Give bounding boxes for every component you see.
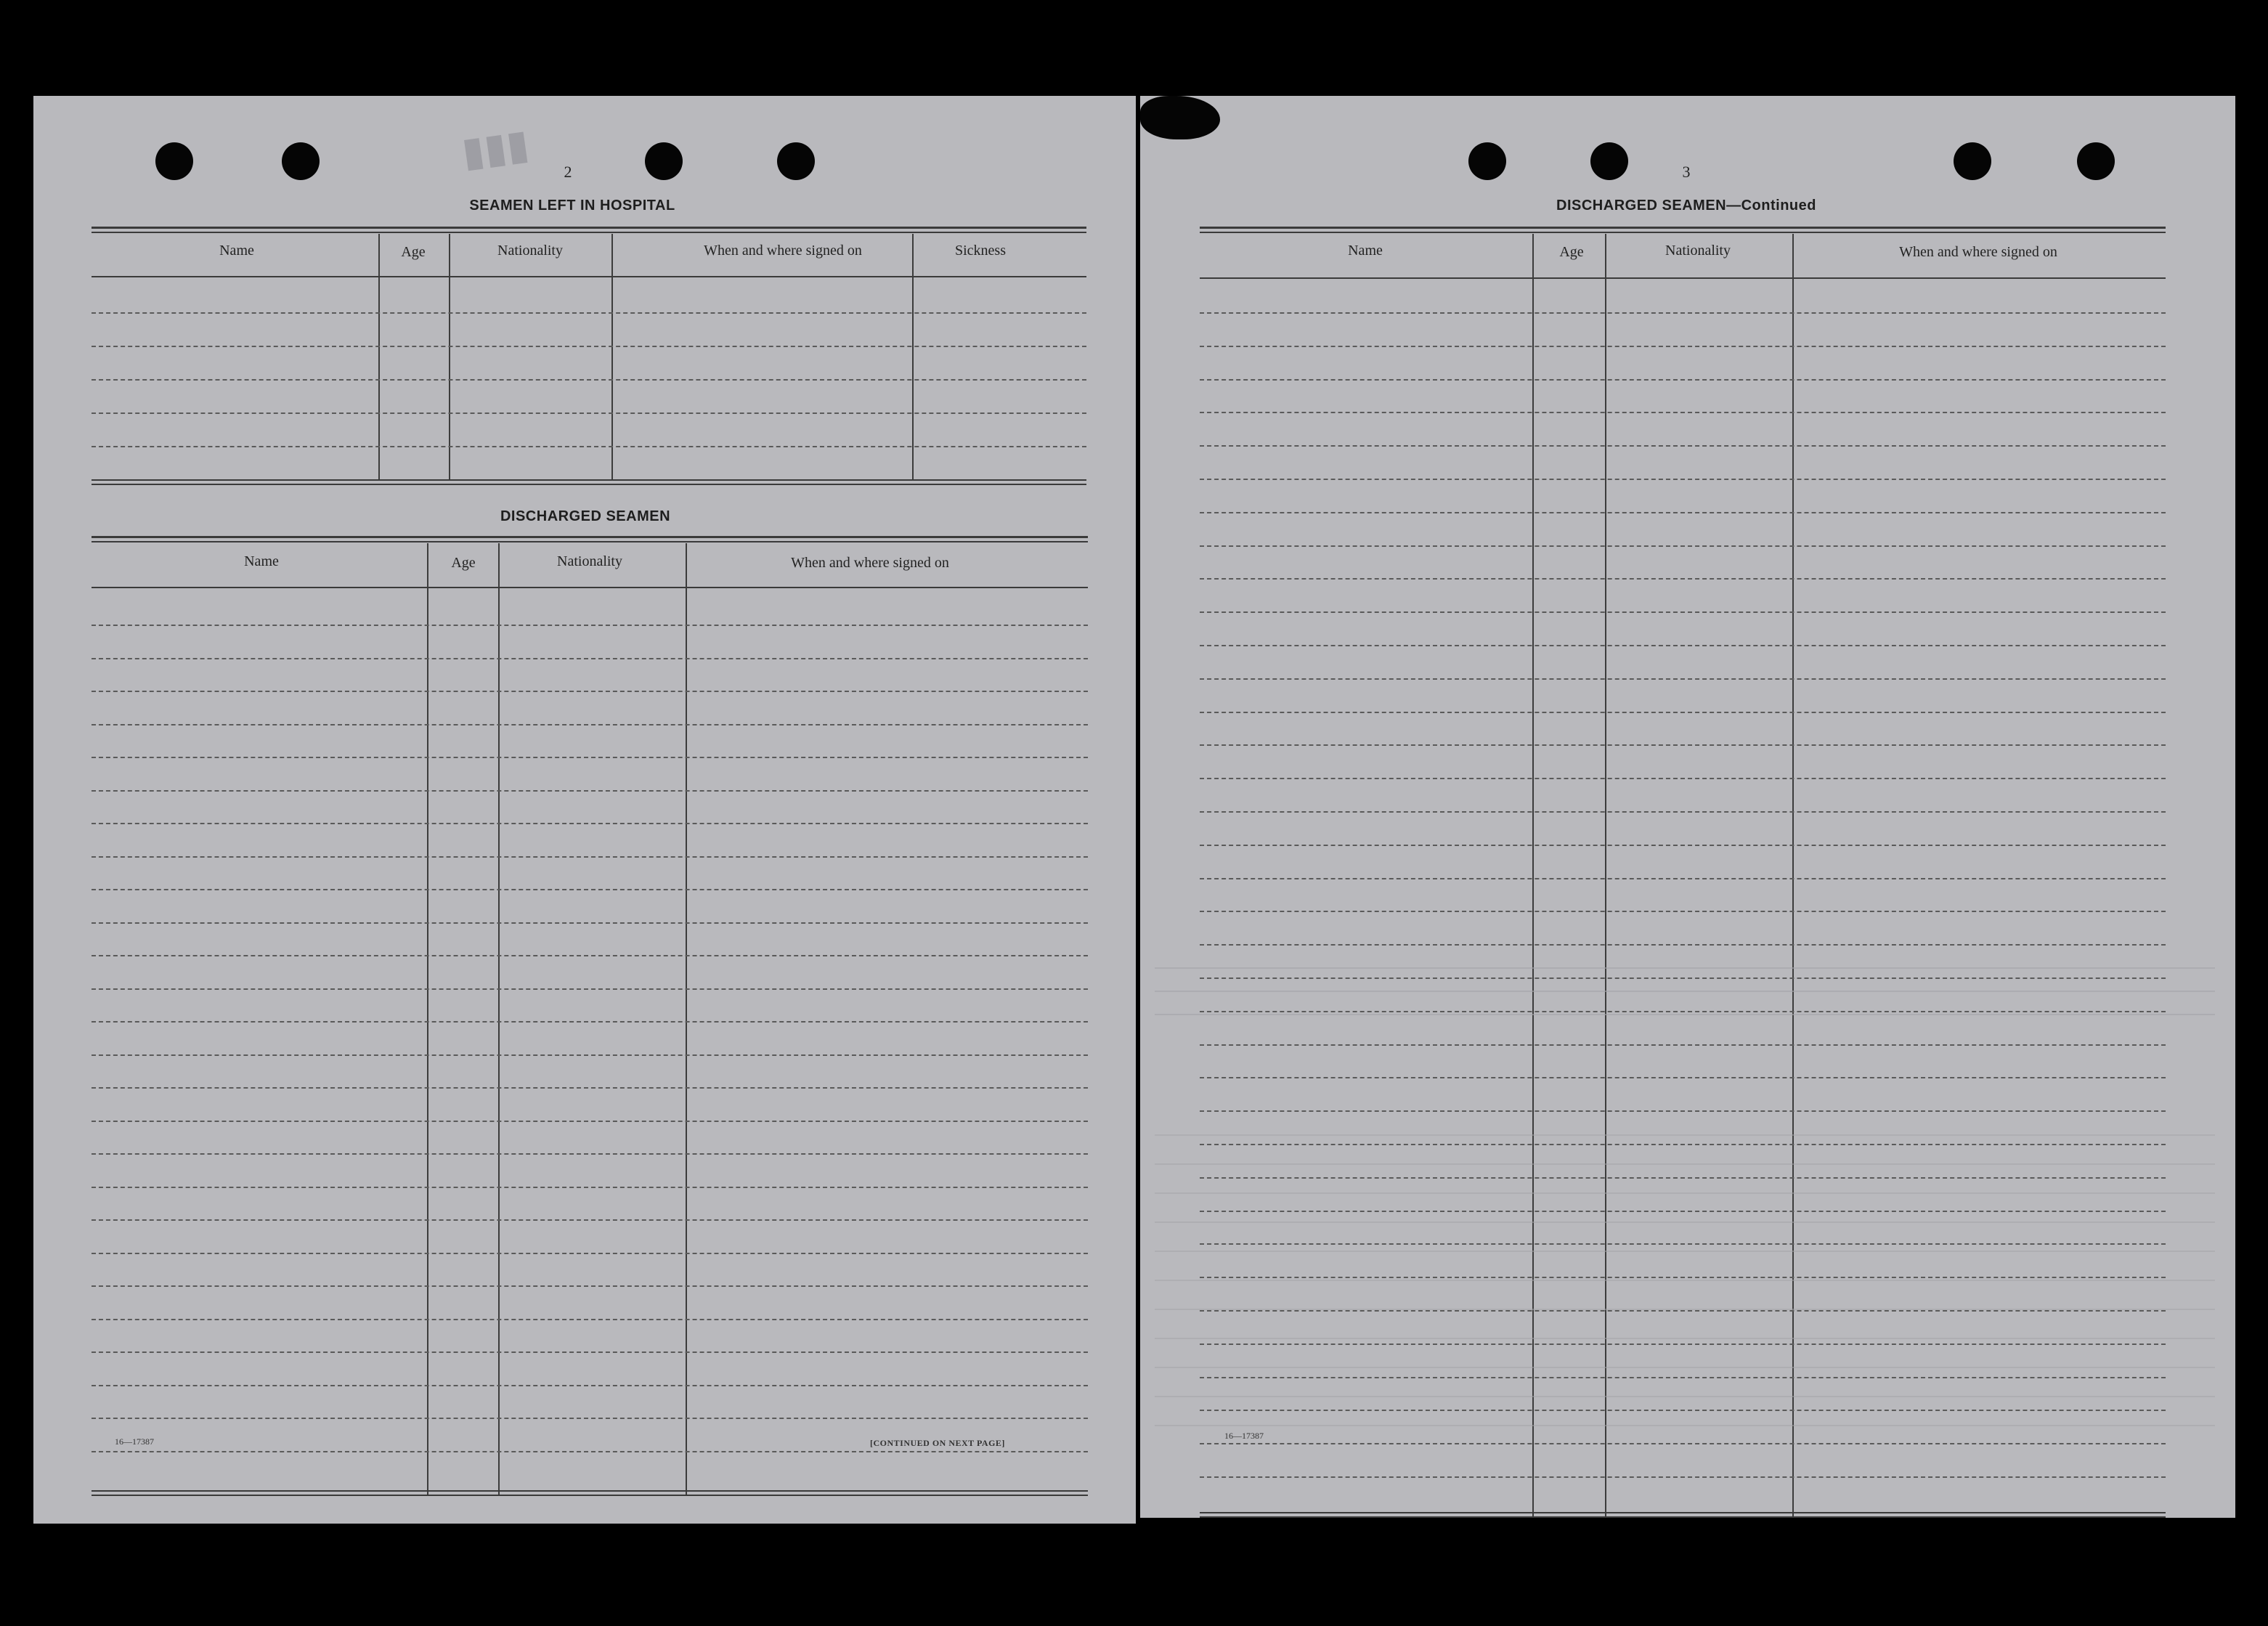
row-line <box>1200 1344 2166 1345</box>
bleed-through-mark <box>1155 1221 2215 1223</box>
column-header-nationality: Nationality <box>497 243 563 259</box>
column-header-sickness: Sickness <box>955 243 1006 259</box>
punch-hole <box>1954 142 1991 180</box>
section-title-discharged: DISCHARGED SEAMEN <box>500 508 671 524</box>
row-line <box>92 1385 1088 1386</box>
column-header-age: Age <box>401 244 426 260</box>
row-line <box>1200 845 2166 846</box>
column-header-nationality: Nationality <box>557 553 622 569</box>
table-top-rule <box>92 227 1086 229</box>
bleed-through-mark <box>1155 967 2215 969</box>
row-line <box>1200 811 2166 813</box>
punch-hole <box>645 142 683 180</box>
row-line <box>1200 512 2166 513</box>
bleed-through-mark <box>1155 1163 2215 1165</box>
column-header-name: Name <box>244 553 279 569</box>
row-line <box>1200 678 2166 680</box>
header-rule <box>1200 277 2166 279</box>
bleed-through-mark <box>1155 1396 2215 1397</box>
row-line <box>92 823 1088 824</box>
column-header-signed-on: When and where signed on <box>1899 244 2057 260</box>
bleed-through-mark <box>1155 1134 2215 1136</box>
column-divider <box>1605 234 1606 1518</box>
row-line <box>92 412 1086 414</box>
bleed-through-mark <box>1155 1014 2215 1015</box>
punch-hole <box>282 142 320 180</box>
table-bottom-rule <box>92 484 1086 485</box>
header-rule <box>92 587 1088 588</box>
row-line <box>1200 578 2166 580</box>
bleed-through-mark <box>1155 1338 2215 1339</box>
column-header-nationality: Nationality <box>1665 243 1731 259</box>
row-line <box>1200 911 2166 912</box>
row-line <box>92 955 1088 956</box>
row-line <box>92 1187 1088 1188</box>
bleed-through-mark <box>1155 1367 2215 1368</box>
row-line <box>1200 379 2166 381</box>
row-line <box>92 346 1086 347</box>
row-line <box>92 1285 1088 1287</box>
row-line <box>1200 479 2166 480</box>
table-bottom-rule <box>92 1495 1088 1496</box>
continued-note: [CONTINUED ON NEXT PAGE] <box>870 1438 1005 1448</box>
column-divider <box>378 234 380 479</box>
row-line <box>1200 645 2166 646</box>
section-title-hospital: SEAMEN LEFT IN HOSPITAL <box>469 198 675 214</box>
row-line <box>92 724 1088 725</box>
column-header-name: Name <box>1348 243 1383 259</box>
row-line <box>92 790 1088 792</box>
row-line <box>1200 778 2166 779</box>
row-line <box>1200 977 2166 979</box>
row-line <box>1200 1476 2166 1478</box>
row-line <box>1200 611 2166 613</box>
table-bottom-rule <box>92 1490 1088 1492</box>
row-line <box>92 1219 1088 1221</box>
row-line <box>1200 1077 2166 1078</box>
row-line <box>1200 1243 2166 1245</box>
form-number: 16—17387 <box>1224 1431 1264 1441</box>
row-line <box>1200 445 2166 447</box>
row-line <box>1200 944 2166 946</box>
bleed-through-mark <box>1155 1280 2215 1281</box>
table-top-rule <box>92 232 1086 233</box>
row-line <box>1200 1410 2166 1411</box>
row-line <box>92 1121 1088 1122</box>
row-line <box>1200 878 2166 879</box>
row-line <box>92 1153 1088 1155</box>
row-line <box>92 1054 1088 1056</box>
left-page <box>33 96 1136 1524</box>
table-top-rule <box>92 536 1088 538</box>
bleed-through-mark <box>1155 1251 2215 1252</box>
row-line <box>1200 1310 2166 1312</box>
row-line <box>92 446 1086 447</box>
row-line <box>92 1021 1088 1023</box>
row-line <box>92 856 1088 858</box>
row-line <box>92 625 1088 626</box>
header-rule <box>92 276 1086 277</box>
row-line <box>92 1253 1088 1254</box>
page-number: 3 <box>1682 163 1691 181</box>
row-line <box>1200 712 2166 713</box>
row-line <box>1200 346 2166 347</box>
section-title-discharged-continued: DISCHARGED SEAMEN—Continued <box>1556 198 1816 214</box>
row-line <box>92 691 1088 692</box>
row-line <box>92 757 1088 758</box>
row-line <box>92 889 1088 890</box>
table-top-rule <box>92 541 1088 542</box>
bleed-through-mark: ▮▮▮ <box>459 121 532 176</box>
row-line <box>1200 744 2166 746</box>
column-header-age: Age <box>1559 244 1584 260</box>
bleed-through-mark <box>1155 1309 2215 1310</box>
right-page <box>1140 96 2235 1518</box>
bleed-through-mark <box>1155 1425 2215 1426</box>
column-divider <box>449 234 450 479</box>
bleed-through-mark <box>1155 991 2215 992</box>
punch-hole <box>2077 142 2115 180</box>
punch-hole <box>777 142 815 180</box>
column-divider <box>912 234 914 479</box>
column-header-signed-on: When and where signed on <box>791 555 949 571</box>
row-line <box>92 922 1088 924</box>
row-line <box>1200 312 2166 314</box>
form-number: 16—17387 <box>115 1436 154 1447</box>
row-line <box>92 312 1086 314</box>
column-divider <box>611 234 613 479</box>
column-divider <box>1792 234 1794 1518</box>
punch-hole <box>155 142 193 180</box>
row-line <box>92 379 1086 381</box>
row-line <box>1200 1144 2166 1145</box>
row-line <box>92 1351 1088 1353</box>
table-bottom-rule <box>92 479 1086 481</box>
table-bottom-rule <box>1200 1516 2166 1518</box>
column-divider <box>1532 234 1534 1518</box>
row-line <box>92 1319 1088 1320</box>
table-top-rule <box>1200 232 2166 233</box>
row-line <box>1200 545 2166 547</box>
row-line <box>1200 1377 2166 1378</box>
row-line <box>1200 1011 2166 1012</box>
punch-hole <box>1590 142 1628 180</box>
row-line <box>1200 1110 2166 1112</box>
row-line <box>1200 1211 2166 1212</box>
row-line <box>1200 1044 2166 1046</box>
paper-tear <box>1140 96 1220 139</box>
page-number: 2 <box>564 163 572 181</box>
punch-hole <box>1468 142 1506 180</box>
column-header-name: Name <box>219 243 254 259</box>
row-line <box>92 1087 1088 1089</box>
row-line <box>1200 1277 2166 1278</box>
table-top-rule <box>1200 227 2166 229</box>
column-header-signed-on: When and where signed on <box>704 243 862 259</box>
table-bottom-rule <box>1200 1512 2166 1513</box>
bleed-through-mark <box>1155 1192 2215 1194</box>
row-line <box>1200 1177 2166 1179</box>
row-line <box>92 1451 1088 1452</box>
row-line <box>92 658 1088 659</box>
row-line <box>1200 1443 2166 1444</box>
row-line <box>1200 412 2166 413</box>
row-line <box>92 988 1088 990</box>
column-header-age: Age <box>451 555 476 571</box>
row-line <box>92 1418 1088 1419</box>
